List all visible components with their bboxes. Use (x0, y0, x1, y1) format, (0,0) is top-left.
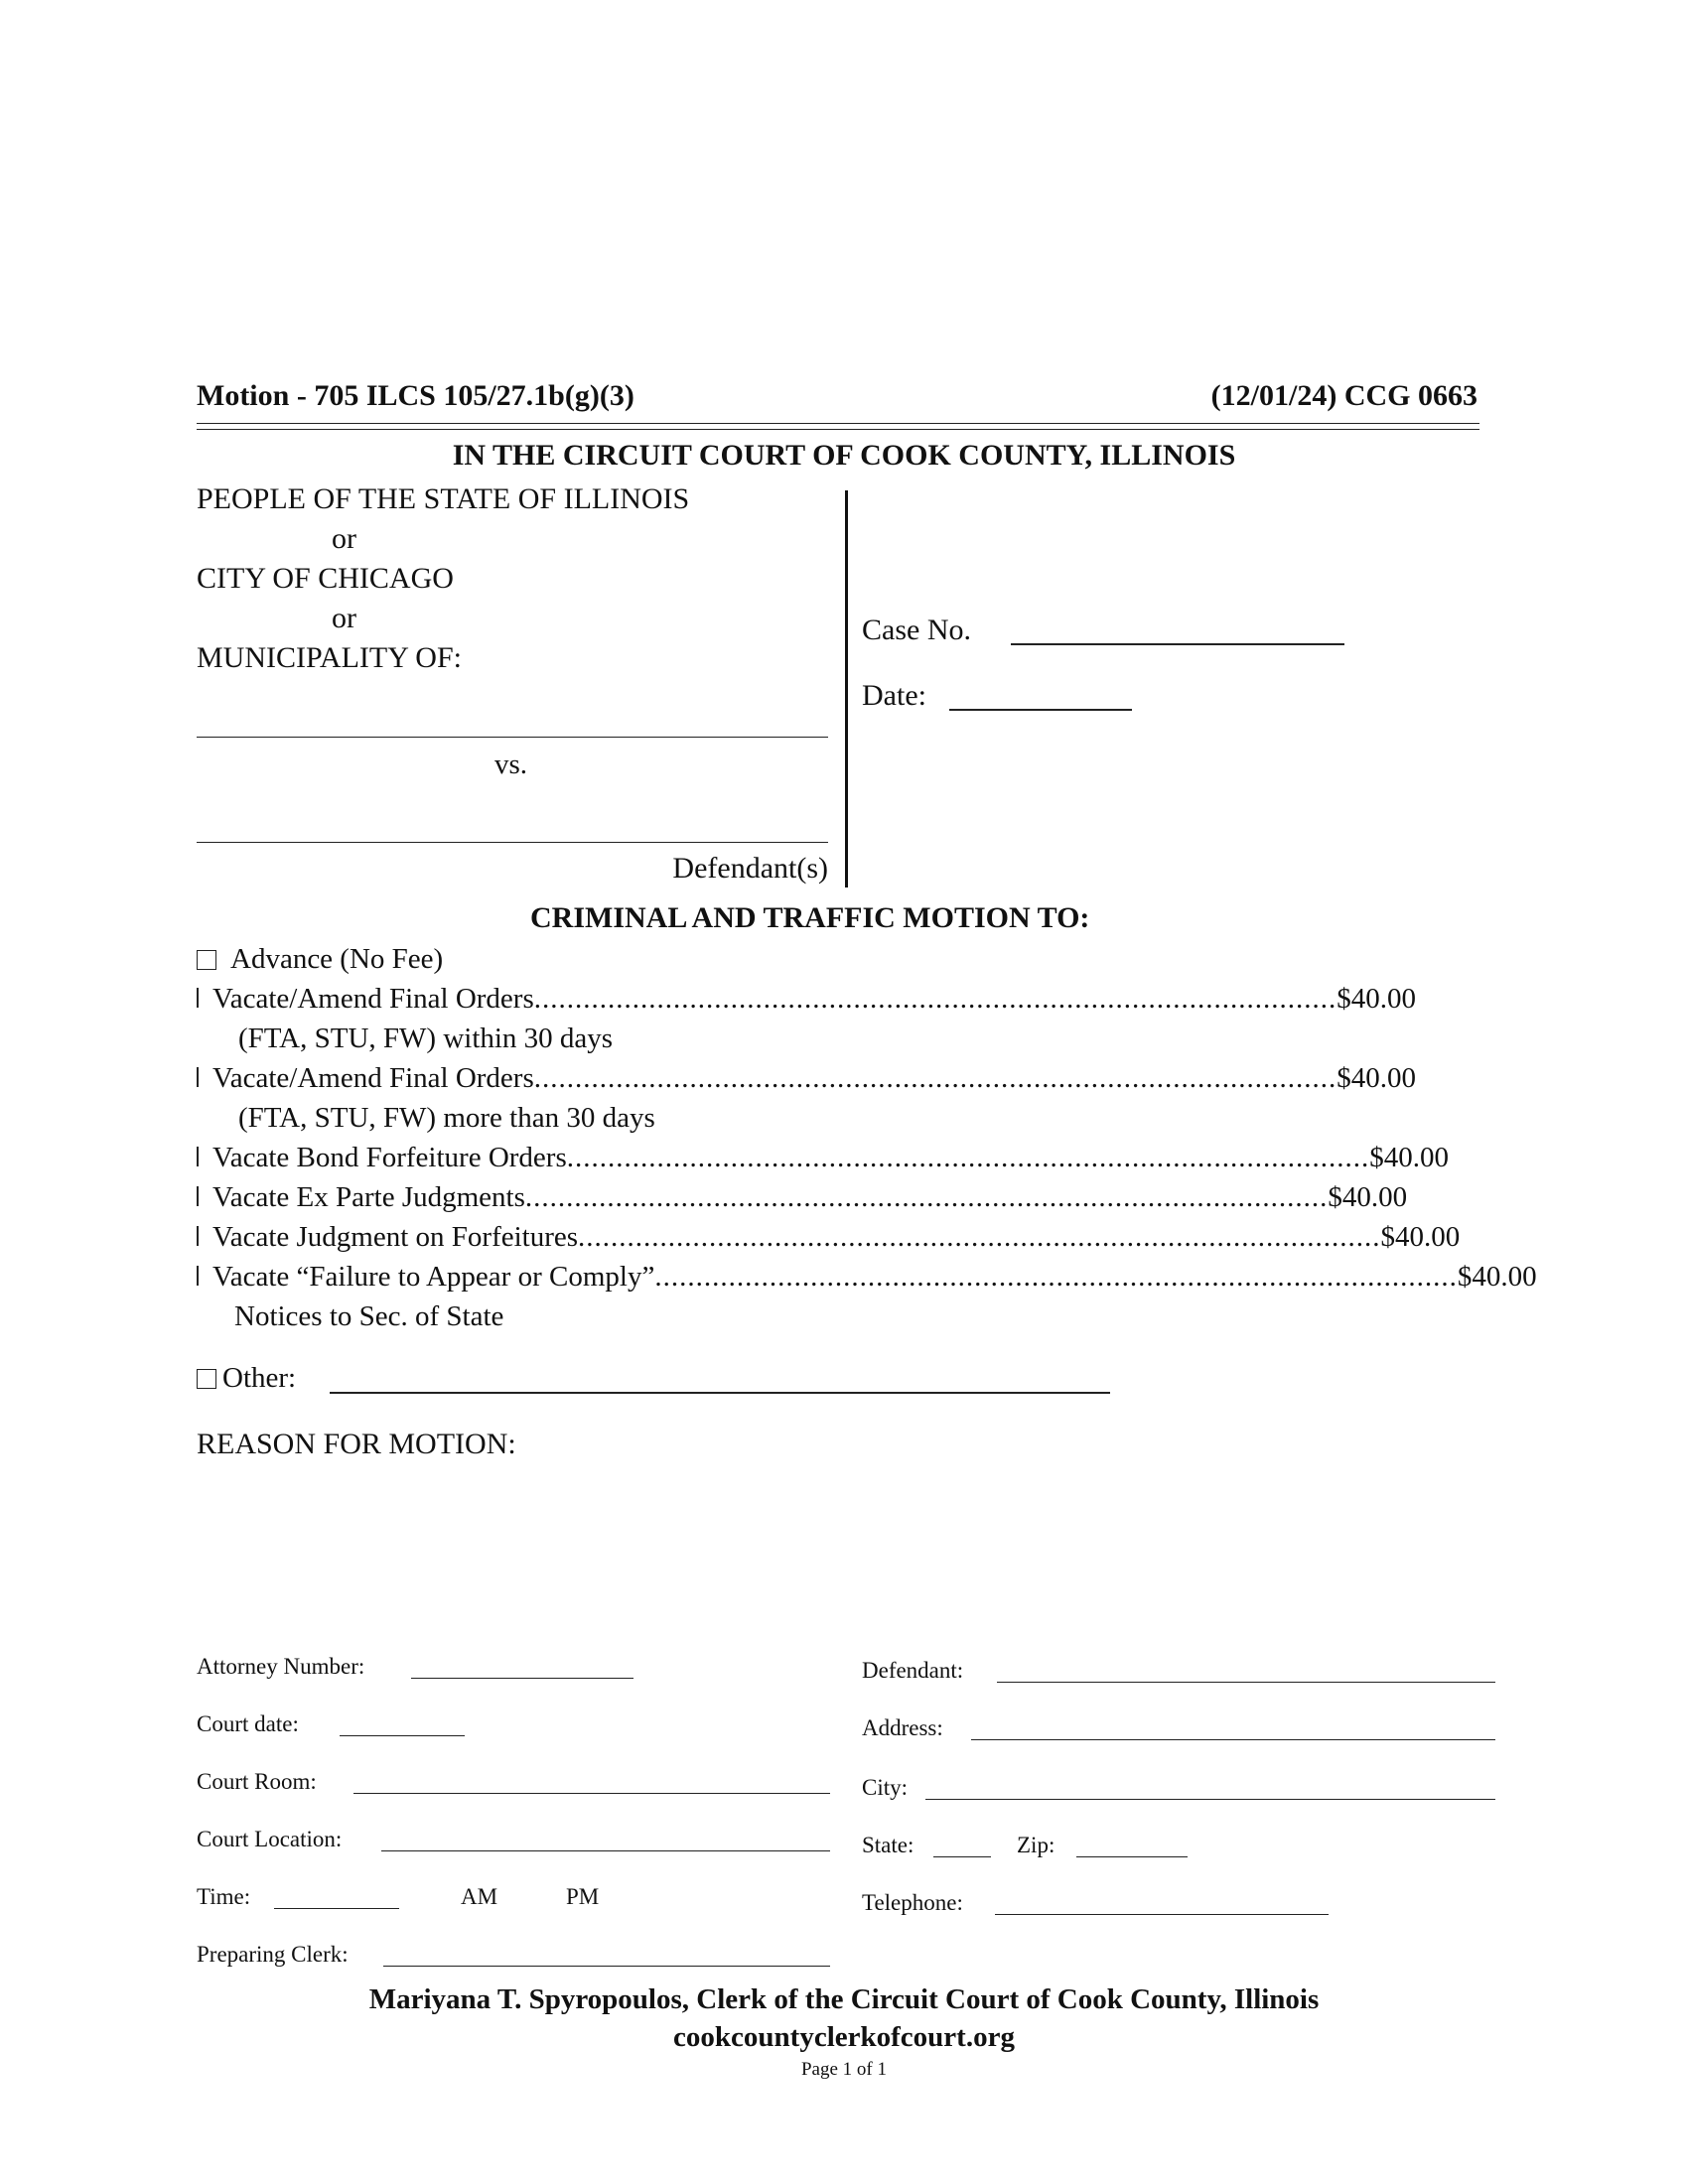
caption-or-1: or (332, 522, 356, 555)
court-title: IN THE CIRCUIT COURT OF COOK COUNTY, ILLINOIS (452, 439, 1236, 472)
caption-people: PEOPLE OF THE STATE OF ILLINOIS (197, 482, 690, 515)
option-label: Vacate Bond Forfeiture Orders (212, 1142, 567, 1173)
defendant-label: Defendant: (862, 1658, 964, 1683)
option-label: Vacate/Amend Final Orders (212, 1062, 534, 1094)
am-option[interactable]: AM (461, 1884, 498, 1909)
caption-municipality: MUNICIPALITY OF: (197, 641, 462, 674)
option-fee: $40.00 (1328, 1181, 1408, 1213)
pm-option[interactable]: PM (566, 1884, 600, 1909)
defendant-name-line[interactable] (197, 842, 828, 843)
zip-label: Zip: (1017, 1833, 1055, 1857)
option-other-checkbox[interactable] (197, 1369, 216, 1389)
caption-or-2: or (332, 602, 356, 634)
other-field[interactable] (330, 1392, 1110, 1394)
court-date-label: Court date: (197, 1711, 299, 1736)
option-advance[interactable] (197, 943, 443, 976)
attorney-number-field[interactable] (411, 1678, 633, 1679)
date-label: Date: (862, 679, 926, 712)
option-sub-note: (FTA, STU, FW) within 30 days (238, 1023, 614, 1054)
court-date-field[interactable] (340, 1735, 465, 1736)
option-failure-to-appear[interactable] (197, 1261, 1537, 1294)
city-field[interactable] (925, 1799, 1495, 1800)
option-label: Vacate Judgment on Forfeitures (212, 1221, 579, 1253)
caption-divider (845, 490, 848, 887)
option-vacate-amend-over-30-checkbox[interactable] (197, 1067, 199, 1087)
option-fee: $40.00 (1369, 1142, 1449, 1173)
option-vacate-amend-30[interactable] (197, 983, 1416, 1016)
website-link[interactable]: cookcountyclerkofcourt.org (673, 2021, 1015, 2053)
option-bond-forfeiture[interactable] (197, 1142, 1449, 1174)
option-failure-to-appear-checkbox[interactable] (197, 1266, 199, 1286)
form-statute-label: Motion - 705 ILCS 105/27.1b(g)(3) (197, 379, 634, 412)
form-code-label: (12/01/24) CCG 0663 (1210, 379, 1477, 412)
option-vacate-amend-over-30[interactable] (197, 1062, 1416, 1095)
option-ex-parte-checkbox[interactable] (197, 1186, 199, 1206)
caption-vs: vs. (494, 749, 528, 780)
court-room-label: Court Room: (197, 1769, 317, 1794)
preparing-clerk-label: Preparing Clerk: (197, 1942, 349, 1967)
option-label: Vacate “Failure to Appear or Comply” (212, 1261, 655, 1293)
state-field[interactable] (933, 1856, 991, 1857)
time-label: Time: (197, 1884, 251, 1909)
option-vacate-amend-30-checkbox[interactable] (197, 988, 199, 1008)
address-label: Address: (862, 1715, 943, 1740)
court-room-field[interactable] (353, 1793, 830, 1794)
case-no-field[interactable] (1011, 643, 1344, 645)
preparing-clerk-field[interactable] (383, 1966, 830, 1967)
option-sub-note: (FTA, STU, FW) more than 30 days (238, 1102, 655, 1134)
leader-dots: .................................................................................................. (578, 1221, 1381, 1253)
option-advance-checkbox[interactable] (197, 950, 216, 970)
plaintiff-line[interactable] (197, 737, 828, 738)
leader-dots: .................................................................................................. (533, 983, 1337, 1015)
option-fee: $40.00 (1457, 1261, 1537, 1293)
option-other[interactable] (197, 1362, 296, 1395)
address-field[interactable] (971, 1739, 1495, 1740)
page-number: Page 1 of 1 (800, 2059, 887, 2080)
option-sub-note: Notices to Sec. of State (234, 1300, 504, 1332)
option-bond-forfeiture-checkbox[interactable] (197, 1147, 199, 1166)
court-location-label: Court Location: (197, 1827, 343, 1851)
state-label: State: (862, 1833, 914, 1857)
header-rule-top (197, 423, 1479, 424)
motion-title: CRIMINAL AND TRAFFIC MOTION TO: (530, 901, 1090, 934)
clerk-name: Mariyana T. Spyropoulos, Clerk of the Circuit Court of Cook County, Illinois (368, 1983, 1320, 2015)
telephone-field[interactable] (995, 1914, 1329, 1915)
option-ex-parte[interactable] (197, 1181, 1408, 1214)
option-judgment-forfeitures[interactable] (197, 1221, 1461, 1254)
reason-label: REASON FOR MOTION: (197, 1428, 516, 1460)
case-no-label: Case No. (862, 614, 971, 646)
caption-city: CITY OF CHICAGO (197, 562, 454, 595)
telephone-label: Telephone: (862, 1890, 963, 1915)
date-field[interactable] (949, 709, 1132, 711)
option-fee: $40.00 (1336, 1062, 1416, 1094)
zip-field[interactable] (1076, 1856, 1188, 1857)
attorney-number-label: Attorney Number: (197, 1654, 365, 1679)
option-fee: $40.00 (1336, 983, 1416, 1015)
option-fee: $40.00 (1380, 1221, 1461, 1253)
header-rule-bottom (197, 429, 1479, 430)
option-advance-label: Advance (No Fee) (230, 943, 444, 975)
caption-defendants: Defendant(s) (672, 852, 828, 885)
option-other-label: Other: (222, 1362, 297, 1394)
court-location-field[interactable] (381, 1850, 830, 1851)
time-field[interactable] (274, 1908, 399, 1909)
city-label: City: (862, 1775, 909, 1800)
defendant-field[interactable] (997, 1682, 1495, 1683)
option-label: Vacate/Amend Final Orders (212, 983, 534, 1015)
option-label: Vacate Ex Parte Judgments (212, 1181, 525, 1213)
leader-dots: .................................................................................................. (566, 1142, 1370, 1173)
leader-dots: .................................................................................................. (654, 1261, 1458, 1293)
leader-dots: .................................................................................................. (524, 1181, 1329, 1213)
leader-dots: .................................................................................................. (533, 1062, 1337, 1094)
option-judgment-forfeitures-checkbox[interactable] (197, 1226, 199, 1246)
